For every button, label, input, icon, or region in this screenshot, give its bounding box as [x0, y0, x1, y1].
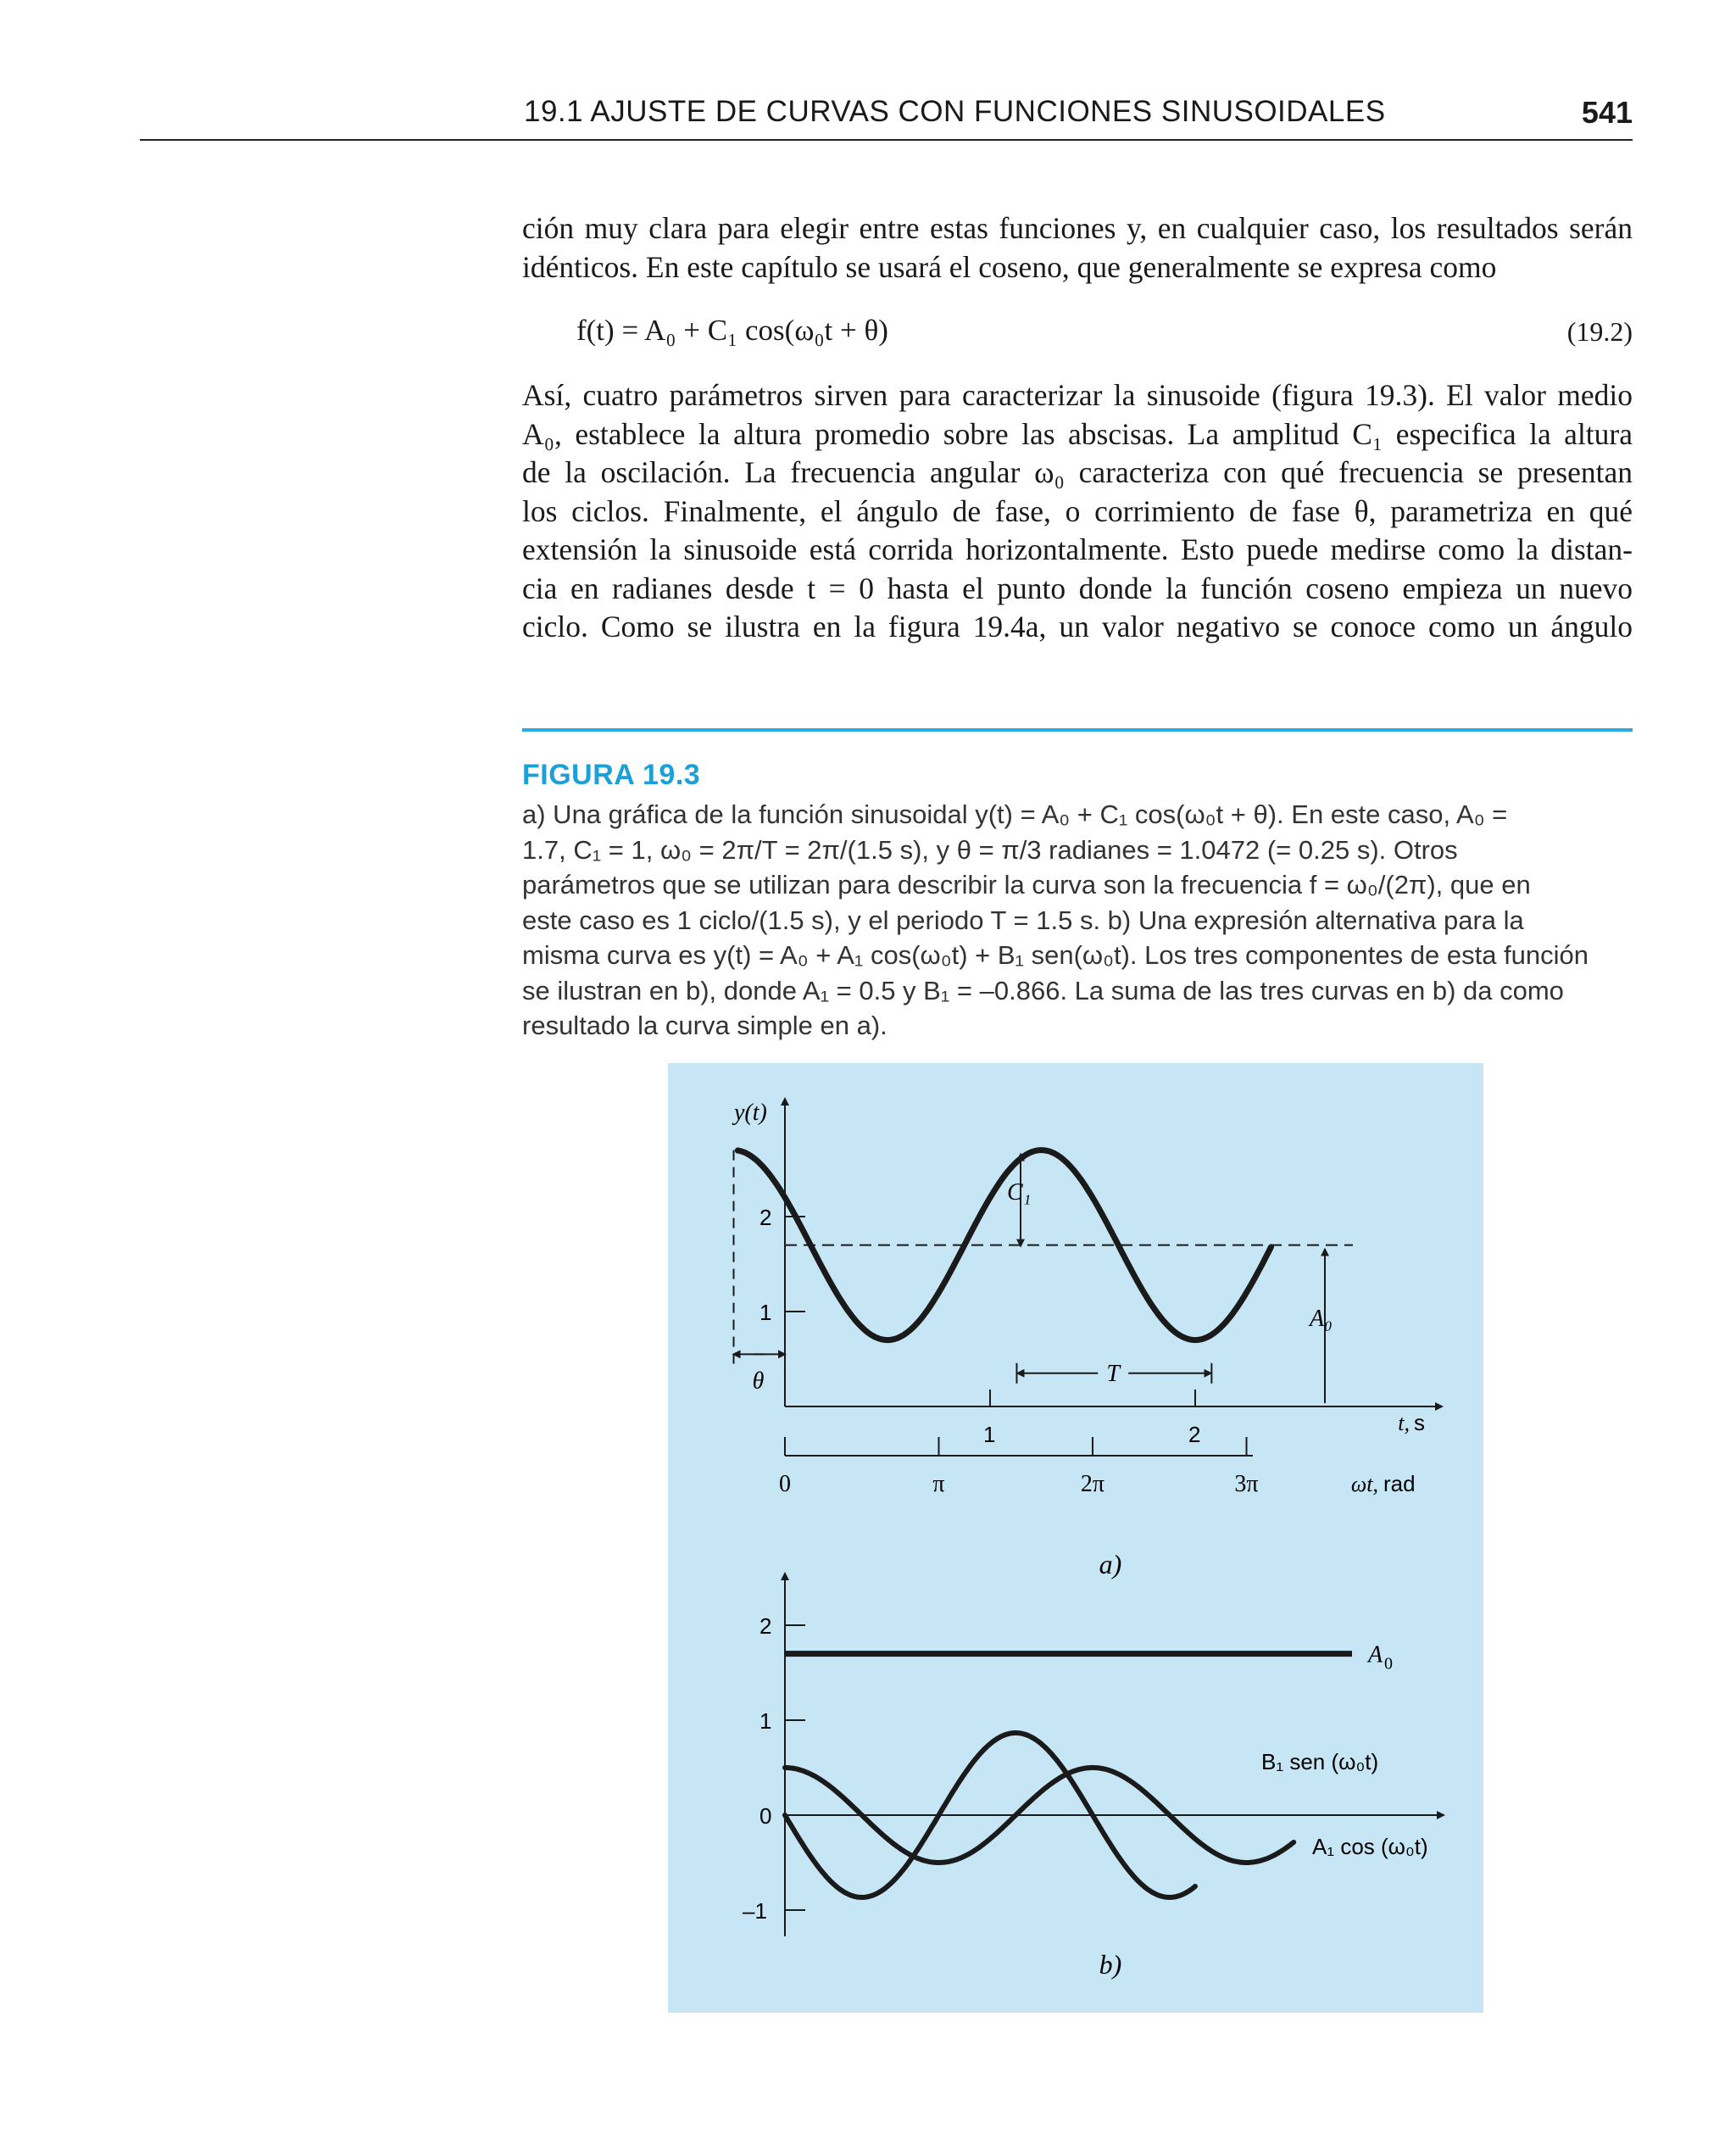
y-tick-label: –1 [743, 1898, 767, 1924]
section-title: 19.1 AJUSTE DE CURVAS CON FUNCIONES SINUSOIDALES [524, 95, 1386, 128]
rad-axis-unit: rad [1383, 1471, 1416, 1496]
text-line: los ciclos. Finalmente, el ángulo de fase, o corrimiento de fase θ, parametriza en qué [522, 493, 1633, 528]
equation: f(t) = A₀ + C₁ cos(ω₀t + θ) [576, 314, 888, 347]
rad-axis-label: ωt, [1350, 1472, 1378, 1496]
t-label: T [1106, 1360, 1120, 1387]
caption-line: se ilustran en b), donde A₁ = 0.5 y B₁ = –0.866. La suma de las tres curvas en b) da como [522, 975, 1564, 1005]
text-line: cia en radianes desde t = 0 hasta el punto donde la función coseno empieza un nuevo [522, 571, 1633, 605]
caption-line: misma curva es y(t) = A₀ + A₁ cos(ω₀t) + B₁ sen(ω₀t). Los tres componentes de esta función [522, 940, 1589, 970]
text-line: idénticos. En este capítulo se usará el coseno, que generalmente se expresa como [522, 249, 1497, 284]
paragraph-1 [522, 209, 1633, 287]
text-line: ciclo. Como se ilustra en la figura 19.4a, un valor negativo se conoce como un ángulo [522, 610, 1633, 643]
text-line: extensión la sinusoide está corrida horizontalmente. Esto puede medirse como la distan- [522, 532, 1633, 566]
running-head [140, 95, 1633, 141]
x-tick-label: 2 [1188, 1422, 1201, 1447]
text-line: de la oscilación. La frecuencia angular ω₀ caracteriza con qué frecuencia se presentan [522, 455, 1633, 489]
y-tick-label: 0 [760, 1803, 772, 1829]
caption-line: a) Una gráfica de la función sinusoidal y(t) = A₀ + C₁ cos(ω₀t + θ). En este caso, A₀ = [522, 799, 1508, 829]
a1-series-label: A₁ cos (ω₀t) [1312, 1834, 1428, 1859]
equation-number: (19.2) [1566, 316, 1633, 347]
a0-series-subscript: 0 [1384, 1654, 1393, 1674]
rad-tick-label: 2π [1080, 1471, 1105, 1497]
figure-caption [522, 797, 1624, 1044]
figure-panel [668, 1063, 1483, 2013]
y-tick-label: 2 [760, 1613, 772, 1639]
panel-b-label: b) [1099, 1949, 1122, 1980]
x-tick-label: 1 [983, 1422, 996, 1447]
caption-line: resultado la curva simple en a). [522, 1011, 887, 1040]
sinusoid-curve [737, 1150, 1271, 1340]
b1-series-label: B₁ sen (ω₀t) [1261, 1749, 1379, 1774]
y-axis-label: y(t) [734, 1100, 767, 1126]
x-axis-unit: s [1414, 1410, 1425, 1435]
text-line: A₀, establece la altura promedio sobre las abscisas. La amplitud C₁ especifica la altura [522, 416, 1633, 451]
chart-panel-b [743, 1576, 1441, 1980]
caption-rule [522, 728, 1633, 732]
rad-tick-label: 0 [779, 1471, 791, 1497]
caption-line: 1.7, C₁ = 1, ω₀ = 2π/T = 2π/(1.5 s), y θ = π/3 radianes = 1.0472 (= 0.25 s). Otros [522, 834, 1458, 865]
text-line: Así, cuatro parámetros sirven para caracterizar la sinusoide (figura 19.3). El valor medio [522, 378, 1633, 412]
text-line: ción muy clara para elegir entre estas funciones y, en cualquier caso, los resultados serán [522, 211, 1633, 245]
paragraph-2 [522, 376, 1633, 647]
page-number: 541 [1581, 95, 1633, 130]
chart-panel-a [732, 1100, 1439, 1579]
theta-label: θ [752, 1367, 765, 1395]
caption-line: este caso es 1 ciclo/(1.5 s), y el periodo T = 1.5 s. b) Una expresión alternativa para la [522, 905, 1524, 935]
a0-series-label: A [1368, 1641, 1383, 1668]
rad-tick-label: π [932, 1471, 945, 1497]
panel-a-label: a) [1099, 1549, 1122, 1579]
y-tick-label: 2 [760, 1205, 772, 1230]
y-tick-label: 1 [760, 1708, 772, 1734]
y-tick-label: 1 [760, 1300, 772, 1325]
x-axis-label: t, [1398, 1411, 1410, 1435]
a0-label: A₀ [1310, 1305, 1333, 1332]
caption-line: parámetros que se utilizan para describir la curva son la frecuencia f = ω₀/(2π), que en [522, 870, 1531, 900]
rad-tick-label: 3π [1234, 1471, 1259, 1497]
figure-label: FIGURA 19.3 [522, 759, 701, 791]
figure-svg [668, 1063, 1483, 2013]
c1-label: C₁ [1007, 1179, 1032, 1206]
